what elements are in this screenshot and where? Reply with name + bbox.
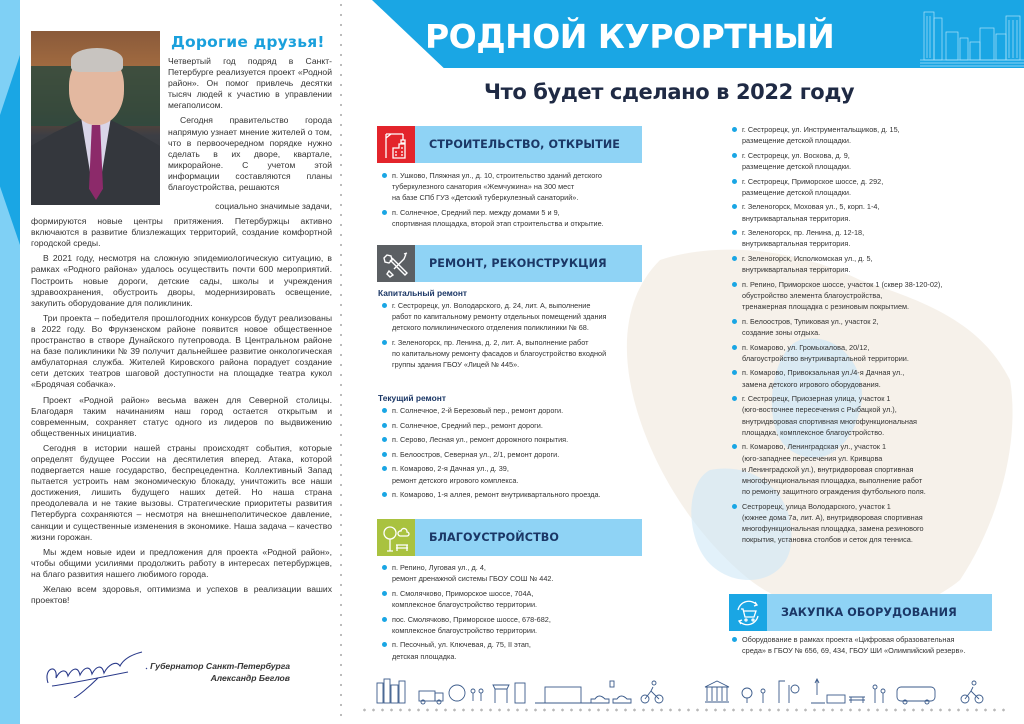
list-item: п. Комарово, 1-я аллея, ремонт внутриквартального проезда. [380,489,665,500]
list-item: п. Солнечное, 2-й Березовый пер., ремонт дороги. [380,405,665,416]
list-item: г. Сестрорецк, ул. Володарского, д. 24, лит. А, выполнение работ по капитальному ремонту отдельных помещений здания детского поликлинического отделения поликлиники № 68. [380,300,665,334]
letter-paragraph: Сегодня в истории нашей страны происходят события, которые определят будущее России на десятилетия вперед. Атака, которой подвергается наше государство, беспрецедентна. Коллективный Запад пытается устроить нам экономическую блокаду, уничтожить все наши достижения, лишить будущего наших детей. Но наша страна преодолевала и не такие вызовы. Стратегические приоритеты развития Петербурга сохраняются – несмотря на внешнеполитическое давление, санкции и существенные изменения в экономике. Наша задача – качество жизни горожан. [31,442,332,542]
list-item: п. Комарово, ул. Громыхалова, 20/12, благоустройство внутриквартальной территории. [730,342,995,364]
letter-body [31,201,332,610]
current-repair-list [380,405,665,504]
construction-list [380,170,650,233]
capital-repair-heading: Капитальный ремонт [378,288,468,298]
construction-crane-icon [377,126,415,163]
list-item: п. Белоостров, Северная ул., 2/1, ремонт дороги. [380,449,665,460]
city-life-icon-strip [375,675,1005,705]
decor-triangle [0,55,20,115]
letter-paragraph: формируются новые центры притяжения. Петербуржцы активно включаются в развитие близлежащих территорий, создание комфортной городской среды. [31,216,332,249]
letter-paragraph: Сегодня правительство города напрямую узнает мнение жителей о том, что в первоочередном порядке нужно сделать в их дворе, квартале, микрорайоне. С учетом этой информации составляются планы благоустройства, решаются [168,115,332,193]
bus-icon [897,687,935,704]
page-fold-divider [340,0,342,724]
shopping-cart-cycle-icon [729,594,767,631]
list-item: г. Зеленогорск, Исполкомская ул., д. 5, внутриквартальная территория. [730,253,995,275]
fountain-icon [811,679,845,703]
list-item: Сестрорецк, улица Володарского, участок 1 (южнее дома 7а, лит. А), внутридворовая спортивная многофункциональная площадка, замена резинового покрытия, установка столбов и сеток для тенниса. [730,501,995,546]
list-item: п. Белоостров, Тупиковая ул., участок 2, создание зоны отдыха. [730,316,995,338]
store-front-icon [535,687,595,703]
bottom-dotted-line [360,708,1010,712]
page-subtitle: Что будет сделано в 2022 году [484,80,855,104]
section-title: БЛАГОУСТРОЙСТВО [429,531,560,544]
garbage-truck-icon [419,691,443,704]
purchase-list [730,634,995,660]
city-skyline-icon [920,4,1024,68]
letter-greeting: Дорогие друзья! [171,33,325,51]
shop-building-icon [515,683,525,703]
section-header-improvement [377,519,642,556]
current-repair-heading: Текущий ремонт [378,393,446,403]
signature-name: Александр Беглов [210,673,290,683]
letter-paragraph: Три проекта – победителя прошлогодних конкурсов будут реализованы в 2022 году. Во Фрунзенском районе появится новое общественное пространство в створе Дунайского путепровода. В Центральном районе на базе поликлиники № 39 получит дальнейшее развитие онкологическая амбулаторная служба. Жителей Кировского района порадует создание сети детских театров шаговой доступности на площадке театра кукол «Бродячая собачка». [31,312,332,390]
cyclist-icon [961,681,983,703]
decor-triangle [0,115,20,245]
list-item: г. Сестрорецк, Приморское шоссе, д. 292, размещение детской площадки. [730,176,995,198]
list-item: п. Солнечное, Средний пер., ремонт дороги. [380,420,665,431]
section-title: СТРОИТЕЛЬСТВО, ОТКРЫТИЕ [429,138,621,151]
list-item: Оборудование в рамках проекта «Цифровая образовательная среда» в ГБОУ № 656, 69, 434, ГБОУ ШИ «Олимпийский резерв». [730,634,995,656]
list-item: г. Зеленогорск, пр. Ленина, д. 12-18, внутриквартальная территория. [730,227,995,249]
capital-repair-list [380,300,665,374]
letter-continuation: социально значимые задачи, [215,201,332,211]
market-stall-icon [493,685,509,703]
wrench-screwdriver-icon [377,245,415,282]
list-item: п. Репино, Луговая ул., д. 4, ремонт дренажной системы ГБОУ СОШ № 442. [380,562,650,584]
list-item: п. Комарово, 2-я Дачная ул., д. 39, ремонт детского игрового комплекса. [380,463,665,485]
list-item: п. Комарово, Ленинградская ул., участок 1 (юго-западнее пересечения ул. Кривцова и Ленинградской ул.), внутридворовая спортивная многофункциональная площадка, выполнение работ по ремонту защитного ограждения футбольного поля. [730,441,995,497]
family-walking-icon [873,685,885,703]
list-item: г. Зеленогорск, Моховая ул., 5, корп. 1-4, внутриквартальная территория. [730,201,995,223]
list-item: п. Серово, Лесная ул., ремонт дорожного покрытия. [380,434,665,445]
park-people-icon [742,688,765,703]
list-item: п. Репино, Приморское шоссе, участок 1 (сквер 38-120-02), обустройство элемента благоустройства, тренажерная площадка с резиновым покрытием. [730,279,995,313]
section-header-repair [377,245,642,282]
letter-paragraph: Желаю всем здоровья, оптимизма и успехов в реализации ваших проектов! [31,584,332,606]
section-title: ЗАКУПКА ОБОРУДОВАНИЯ [781,606,957,619]
list-item: г. Сестрорецк, Приозерная улица, участок 1 (юго-восточнее пересечения с Рыбацкой ул.), внутридворовая спортивная многофункциональная площадка, комплексное благоустройство. [730,393,995,438]
people-icon [471,689,483,701]
section-header-construction [377,126,642,163]
list-item: пос. Смолячково, Приморское шоссе, 678-682, комплексное благоустройство территории. [380,614,650,636]
street-lamp-icon [779,681,799,703]
list-item: п. Солнечное, Средний пер. между домами 5 и 9, спортивная площадка, второй этап строительства и открытие. [380,207,650,229]
bench-icon [849,697,865,703]
list-item: п. Песочный, ул. Ключевая, д. 75, II этап, детская площадка. [380,639,650,661]
park-tree-bench-icon [377,519,415,556]
governor-portrait [31,31,160,205]
district-title: РОДНОЙ КУРОРТНЫЙ [425,17,835,56]
letter-paragraph: В 2021 году, несмотря на сложную эпидемиологическую ситуацию, в рамках «Родного района» удалось осуществить почти 600 мероприятий. Построить новые дороги, детские сады, школы и учреждения здравоохранения, обустроить дворы, модернизировать освещение, закупить оборудование для поликлиник. [31,253,332,308]
parked-cars-icon [591,681,631,703]
list-item: п. Ушково, Пляжная ул., д. 10, строительство зданий детского туберкулезного санатория «Жемчужина» на 300 мест на базе СПб ГУЗ «Детский туберкулезный санаторий». [380,170,650,204]
letter-paragraph: Проект «Родной район» весьма важен для Северной столицы. Благодаря таким начинаниям наш город остается открытым и современным, сохраняет статус одного из лидеров по выдвижению общественных инициатив. [31,394,332,438]
buildings-icon [377,679,405,703]
letter-paragraph: Мы ждем новые идеи и предложения для проекта «Родной район», чтобы общими усилиями продолжить работу в интересах петербуржцев, на благо развития нашего любимого города. [31,546,332,579]
list-item: п. Комарово, Привокзальная ул./4-я Дачная ул., замена детского игрового оборудования. [730,367,995,389]
letter-paragraph: Четвертый год подряд в Санкт-Петербурге реализуется проект «Родной район». Он помог привлечь десятки тысяч людей к участию в управлении мегаполисом. [168,56,332,111]
list-item: г. Зеленогорск, пр. Ленина, д. 2, лит. А, выполнение работ по капитальному ремонту фасадов и благоустройство входной группы здания ГБОУ «Лицей № 445». [380,337,665,371]
list-item: п. Смолячково, Приморское шоссе, 704А, комплексное благоустройство территории. [380,588,650,610]
section-title: РЕМОНТ, РЕКОНСТРУКЦИЯ [429,257,607,270]
left-decor-strip [0,0,20,724]
signature-title: Губернатор Санкт-Петербурга [150,661,290,671]
letter-intro [168,56,332,197]
improvement-list [380,562,650,665]
accessibility-icon [449,685,465,701]
museum-icon [705,681,729,702]
improvement-list-continued [730,124,995,549]
handwritten-signature [38,648,158,698]
signature-caption [150,660,290,684]
section-header-purchase [729,594,992,631]
cyclist-icon [641,681,663,703]
list-item: г. Сестрорецк, ул. Инструментальщиков, д. 15, размещение детской площадки. [730,124,995,146]
list-item: г. Сестрорецк, ул. Воскова, д. 9, размещение детской площадки. [730,150,995,172]
